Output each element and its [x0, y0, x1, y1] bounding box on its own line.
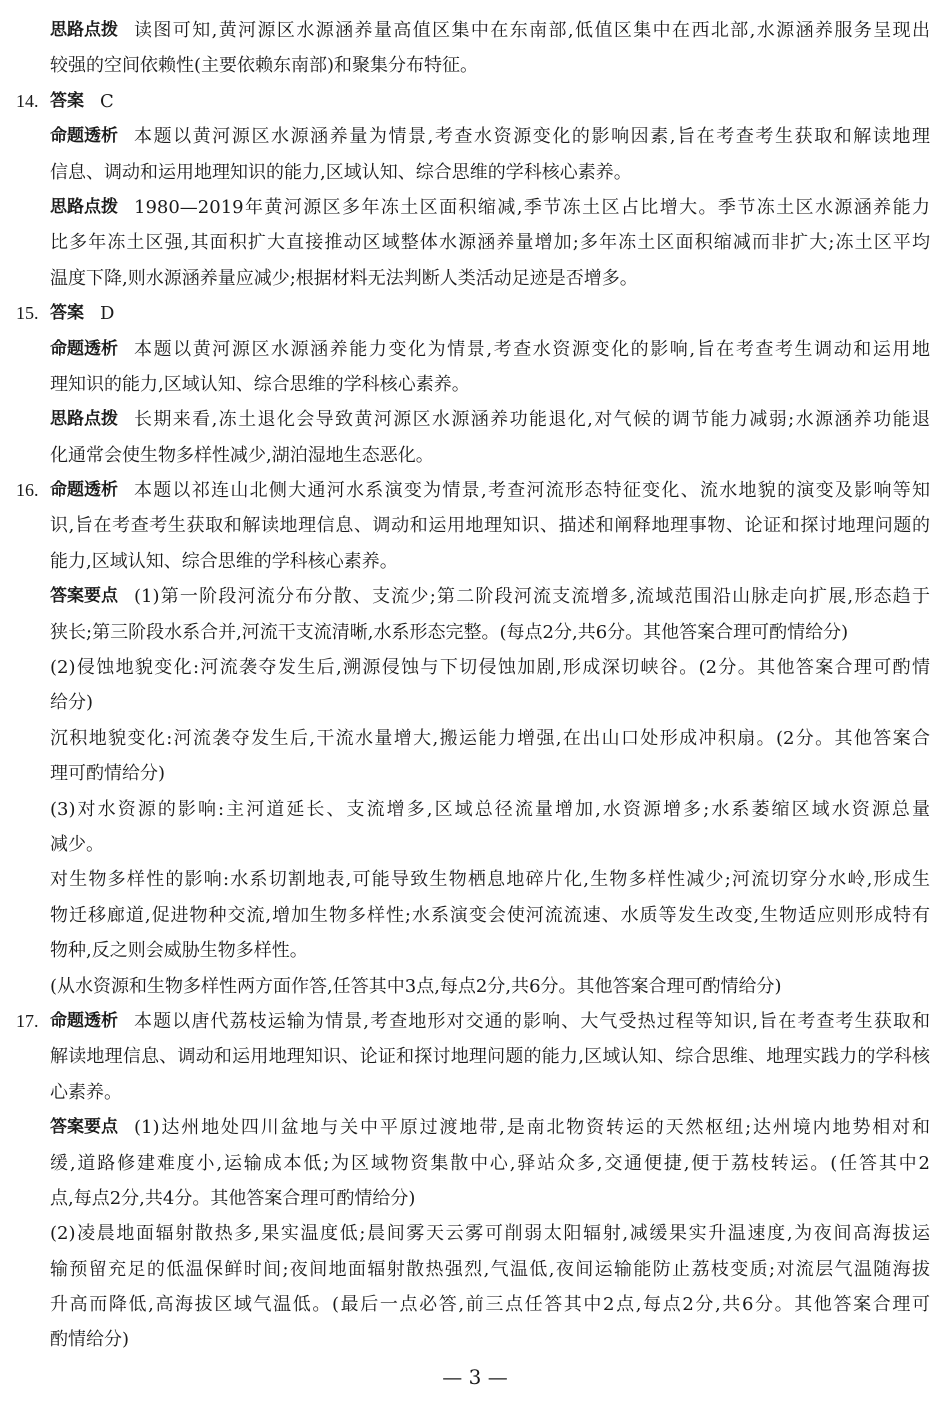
section-label: 命题透析 — [50, 126, 118, 147]
answer-paragraph — [0, 1216, 950, 1358]
line-text: 化通常会使生物多样性减少,湖泊湿地生态恶化。 — [50, 444, 434, 466]
answer-paragraph — [0, 792, 950, 863]
line-text: 本题以唐代荔枝运输为情景,考查地形对交通的影响、大气受热过程等知识,旨在考查考生获取和 — [134, 1010, 930, 1032]
line-text: 信息、调动和运用地理知识的能力,区域认知、综合思维的学科核心素养。 — [50, 161, 632, 183]
line-text: 酌情给分) — [50, 1329, 130, 1351]
text-line — [50, 1110, 930, 1145]
text-line — [50, 1322, 930, 1357]
line-text: (从水资源和生物多样性两方面作答,任答其中3点,每点2分,共6分。其他答案合理可酌情给分) — [50, 975, 782, 997]
answer-paragraph — [0, 13, 950, 84]
answer-document — [0, 13, 950, 1358]
text-line — [16, 84, 930, 119]
answer-paragraph — [0, 332, 950, 403]
text-line — [16, 473, 930, 508]
answer-paragraph — [0, 402, 950, 473]
answer-paragraph — [0, 650, 950, 721]
line-text: 本题以黄河源区水源涵养量为情景,考查水资源变化的影响因素,旨在考查考生获取和解读地理 — [134, 126, 930, 148]
answer-paragraph — [0, 190, 950, 296]
answer-paragraph — [0, 721, 950, 792]
text-line — [50, 155, 930, 190]
text-line — [50, 898, 930, 933]
line-text: 心素养。 — [50, 1081, 122, 1103]
text-line — [50, 1287, 930, 1322]
text-line — [50, 225, 930, 260]
text-line — [50, 1146, 930, 1181]
section-label: 答案要点 — [50, 1117, 118, 1138]
line-text: (2)侵蚀地貌变化:河流袭夺发生后,溯源侵蚀与下切侵蚀加剧,形成深切峡谷。(2分。其他答案合理可酌情 — [50, 657, 930, 679]
text-line — [50, 119, 930, 154]
line-text: 减少。 — [50, 833, 104, 855]
page-number: — 3 — — [442, 1365, 508, 1389]
text-line — [50, 792, 930, 827]
answer-paragraph — [0, 1004, 950, 1110]
line-text: 能力,区域认知、综合思维的学科核心素养。 — [50, 550, 398, 572]
answer-paragraph — [0, 84, 950, 119]
text-line — [50, 48, 930, 83]
answer-paragraph — [0, 119, 950, 190]
line-text: 识,旨在考查考生获取和解读地理信息、调动和运用地理知识、描述和阐释地理事物、论证和探讨地理问题的 — [50, 515, 930, 537]
line-text: 本题以黄河源区水源涵养能力变化为情景,考查水资源变化的影响,旨在考查考生调动和运用地 — [134, 338, 930, 360]
text-line — [50, 1181, 930, 1216]
text-line — [50, 579, 930, 614]
text-line — [50, 721, 930, 756]
line-text: C — [100, 90, 114, 112]
text-line — [50, 1039, 930, 1074]
line-text: 理可酌情给分) — [50, 763, 166, 785]
text-line — [50, 685, 930, 720]
line-text: 长期来看,冻土退化会导致黄河源区水源涵养功能退化,对气候的调节能力减弱;水源涵养功能退 — [134, 409, 930, 431]
text-line — [50, 650, 930, 685]
question-number: 15. — [16, 303, 39, 324]
text-line — [50, 367, 930, 402]
line-text: 升高而降低,高海拔区域气温低。(最后一点必答,前三点任答其中2点,每点2分,共6分。其他答案合理可 — [50, 1294, 930, 1316]
line-text: 1980—2019年黄河源区多年冻土区面积缩减,季节冻土区占比增大。季节冻土区水源涵养能力 — [134, 196, 930, 218]
line-text: 本题以祁连山北侧大通河水系演变为情景,考查河流形态特征变化、流水地貌的演变及影响等知 — [134, 480, 930, 502]
text-line — [50, 969, 930, 1004]
text-line — [50, 933, 930, 968]
section-label: 思路点拨 — [50, 20, 118, 40]
answer-paragraph — [0, 473, 950, 579]
line-text: (3)对水资源的影响:主河道延长、支流增多,区域总径流量增加,水资源增多;水系萎缩区域水资源总量 — [50, 798, 930, 820]
text-line — [50, 615, 930, 650]
answer-paragraph — [0, 969, 950, 1004]
question-number: 14. — [16, 90, 39, 111]
answer-paragraph — [0, 296, 950, 331]
line-text: (1)第一阶段河流分布分散、支流少;第二阶段河流支流增多,流域范围沿山脉走向扩展,形态趋于 — [134, 586, 930, 608]
section-label: 命题透析 — [50, 1010, 118, 1031]
text-line — [16, 296, 930, 331]
line-text: 输预留充足的低温保鲜时间;夜间地面辐射散热强烈,气温低,夜间运输能防止荔枝变质;对流层气温随海拔 — [50, 1258, 930, 1280]
section-label: 命题透析 — [50, 480, 118, 501]
line-text: (2)凌晨地面辐射散热多,果实温度低;晨间雾天云雾可削弱太阳辐射,减缓果实升温速度,为夜间高海拔运 — [50, 1223, 930, 1245]
line-text: (1)达州地处四川盆地与关中平原过渡地带,是南北物资转运的天然枢纽;达州境内地势相对和 — [134, 1117, 930, 1139]
text-line — [50, 862, 930, 897]
text-line — [50, 756, 930, 791]
text-line — [50, 402, 930, 437]
section-label: 思路点拨 — [50, 409, 118, 430]
question-number: 16. — [16, 480, 39, 501]
section-label: 答案要点 — [50, 586, 118, 607]
answer-paragraph — [0, 1110, 950, 1216]
line-text: 沉积地貌变化:河流袭夺发生后,干流水量增大,搬运能力增强,在出山口处形成冲积扇。(2分。其他答案合 — [50, 727, 930, 749]
text-line — [50, 544, 930, 579]
text-line — [50, 1252, 930, 1287]
line-text: 物迁移廊道,促进物种交流,增加生物多样性;水系演变会使河流流速、水质等发生改变,生物适应则形成特有 — [50, 904, 930, 926]
line-text: 读图可知,黄河源区水源涵养量高值区集中在东南部,低值区集中在西北部,水源涵养服务呈现出 — [134, 20, 930, 41]
line-text: 对生物多样性的影响:水系切割地表,可能导致生物栖息地碎片化,生物多样性减少;河流切穿分水岭,形成生 — [50, 869, 930, 891]
text-line — [50, 190, 930, 225]
text-line — [50, 827, 930, 862]
line-text: 物种,反之则会威胁生物多样性。 — [50, 940, 308, 962]
text-line — [50, 438, 930, 473]
line-text: D — [100, 303, 115, 325]
section-label: 命题透析 — [50, 338, 118, 359]
text-line — [50, 261, 930, 296]
section-label: 答案 — [50, 303, 84, 324]
line-text: 缓,道路修建难度小,运输成本低;为区域物资集散中心,驿站众多,交通便捷,便于荔枝转运。(任答其中2 — [50, 1152, 930, 1174]
line-text: 较强的空间依赖性(主要依赖东南部)和聚集分布特征。 — [50, 55, 479, 77]
text-line — [16, 1004, 930, 1039]
line-text: 理知识的能力,区域认知、综合思维的学科核心素养。 — [50, 373, 470, 395]
question-number: 17. — [16, 1010, 39, 1031]
section-label: 思路点拨 — [50, 196, 118, 217]
text-line — [50, 332, 930, 367]
line-text: 狭长;第三阶段水系合并,河流干支流清晰,水系形态完整。(每点2分,共6分。其他答案合理可酌情给分) — [50, 621, 849, 643]
line-text: 解读地理信息、调动和运用地理知识、论证和探讨地理问题的能力,区域认知、综合思维、地理实践力的学科核 — [50, 1046, 930, 1068]
line-text: 温度下降,则水源涵养量应减少;根据材料无法判断人类活动足迹是否增多。 — [50, 267, 638, 289]
text-line — [50, 1216, 930, 1251]
text-line — [50, 13, 930, 48]
text-line — [50, 1075, 930, 1110]
answer-paragraph — [0, 862, 950, 968]
text-line — [50, 508, 930, 543]
line-text: 点,每点2分,共4分。其他答案合理可酌情给分) — [50, 1187, 416, 1209]
line-text: 给分) — [50, 692, 94, 714]
line-text: 比多年冻土区强,其面积扩大直接推动区域整体水源涵养量增加;多年冻土区面积缩减而非扩大;冻土区平均 — [50, 232, 930, 254]
answer-paragraph — [0, 579, 950, 650]
section-label: 答案 — [50, 90, 84, 111]
